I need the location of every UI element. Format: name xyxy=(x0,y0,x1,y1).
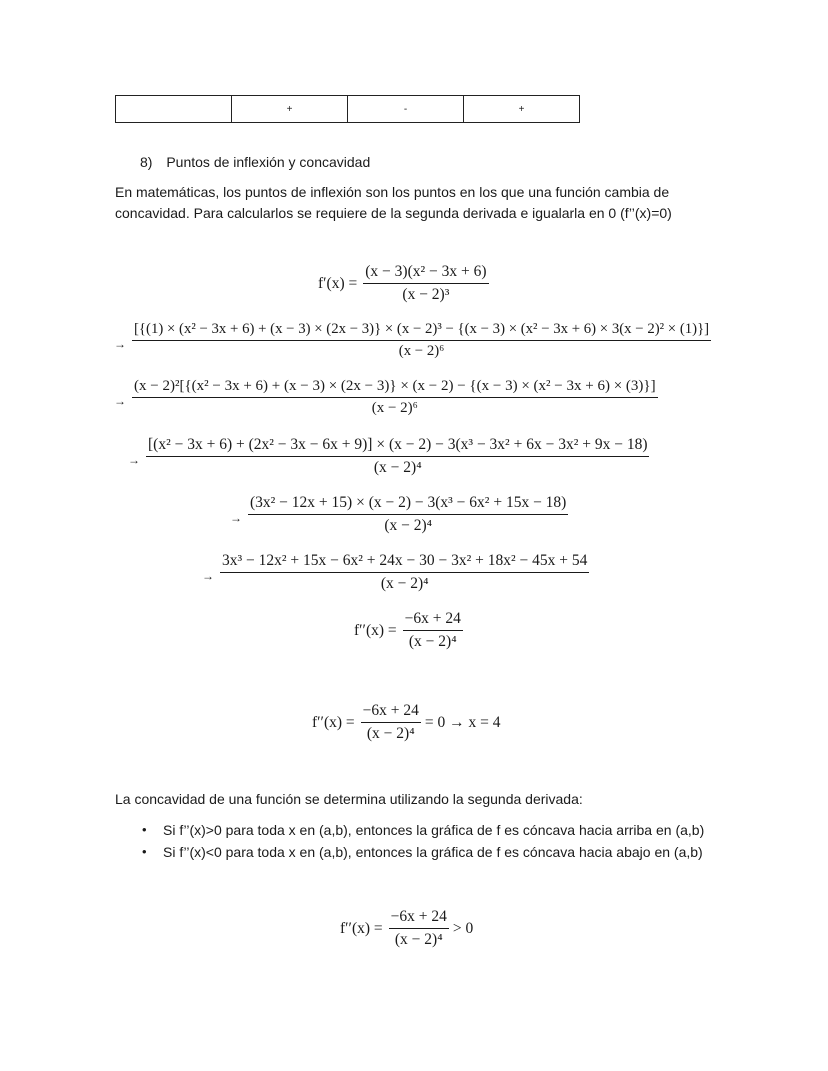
bullet-icon: • xyxy=(142,822,147,837)
denominator: (x − 2)³ xyxy=(402,286,450,303)
denominator: (x − 2)⁴ xyxy=(394,931,443,948)
arrow-icon: → xyxy=(114,337,126,351)
bullet-icon: • xyxy=(142,844,147,859)
numerator: [{(1) × (x² − 3x + 6) + (x − 3) × (2x − 3)} × (x − 2)³ − {(x − 3) × (x² − 3x + 6) × 3(x − 2)² × (1)}] xyxy=(132,321,711,341)
sign-table xyxy=(115,95,580,123)
numerator: (x − 3)(x² − 3x + 6) xyxy=(363,263,488,284)
fraction xyxy=(389,908,449,949)
intro-line-1: En matemáticas, los puntos de inflexión son los puntos en los que una función cambia de xyxy=(115,184,670,200)
equation-factored xyxy=(114,378,658,417)
list-item: Si f’’(x)<0 para toda x en (a,b), entonces la gráfica de f es cóncava hacia abajo en (a,b) xyxy=(163,844,703,860)
numerator: −6x + 24 xyxy=(389,908,449,929)
fraction xyxy=(248,494,568,535)
equation-inflection-point xyxy=(312,702,504,743)
numerator: (x − 2)²[{(x² − 3x + 6) + (x − 3) × (2x − 3)} × (x − 2) − {(x − 3) × (x² − 3x + 6) × (3)}] xyxy=(132,378,658,398)
numerator: (3x² − 12x + 15) × (x − 2) − 3(x³ − 6x² + 15x − 18) xyxy=(248,494,568,515)
equation-terms xyxy=(202,552,589,593)
equation-lhs: f′(x) = xyxy=(318,274,358,292)
denominator: (x − 2)⁴ xyxy=(366,725,415,742)
numerator: −6x + 24 xyxy=(403,610,463,631)
fraction xyxy=(363,263,488,304)
section-number: 8) xyxy=(140,154,153,170)
equation-quotient-rule xyxy=(114,321,711,360)
denominator: (x − 2)⁴ xyxy=(373,459,422,476)
equation-lhs: f′′(x) = xyxy=(354,621,397,639)
table-cell: + xyxy=(232,96,348,123)
equation-expanded xyxy=(128,436,649,477)
arrow-icon: → xyxy=(114,394,126,408)
list-item: Si f’’(x)>0 para toda x en (a,b), entonces la gráfica de f es cóncava hacia arriba en (a,b) xyxy=(163,822,705,838)
denominator: (x − 2)⁴ xyxy=(408,633,457,650)
fraction xyxy=(220,552,589,593)
denominator: (x − 2)⁶ xyxy=(398,343,445,359)
fraction xyxy=(403,610,463,651)
equation-first-derivative xyxy=(318,263,489,304)
arrow-icon: → xyxy=(202,569,214,583)
equation-rhs: = 0 → x = 4 xyxy=(424,713,501,731)
table-cell xyxy=(116,96,232,123)
section-title: Puntos de inflexión y concavidad xyxy=(166,154,371,170)
numerator: 3x³ − 12x² + 15x − 6x² + 24x − 30 − 3x² + 18x² − 45x + 54 xyxy=(220,552,589,573)
fraction xyxy=(361,702,421,743)
denominator: (x − 2)⁴ xyxy=(384,517,433,534)
denominator: (x − 2)⁴ xyxy=(380,575,429,592)
equation-lhs: f′′(x) = xyxy=(312,713,355,731)
arrow-icon: → xyxy=(128,453,140,467)
table-cell: - xyxy=(348,96,464,123)
table-cell: + xyxy=(464,96,580,123)
equation-lhs: f′′(x) = xyxy=(340,919,383,937)
numerator: −6x + 24 xyxy=(361,702,421,723)
arrow-icon: → xyxy=(230,511,242,525)
equation-rhs: > 0 xyxy=(452,919,474,937)
equation-simplified xyxy=(230,494,568,535)
fraction xyxy=(132,378,658,417)
equation-concave-up xyxy=(340,908,477,949)
section-heading xyxy=(140,152,370,173)
concavity-text: La concavidad de una función se determina utilizando la segunda derivada: xyxy=(115,791,583,807)
equation-second-derivative xyxy=(354,610,463,651)
fraction xyxy=(132,321,711,360)
fraction xyxy=(146,436,649,477)
intro-line-2: concavidad. Para calcularlos se requiere de la segunda derivada e igualarla en 0 (f’’(x)=0) xyxy=(115,205,672,221)
numerator: [(x² − 3x + 6) + (2x² − 3x − 6x + 9)] × (x − 2) − 3(x³ − 3x² + 6x − 3x² + 9x − 18) xyxy=(146,436,649,457)
denominator: (x − 2)⁶ xyxy=(371,400,418,416)
table-row xyxy=(116,96,580,123)
